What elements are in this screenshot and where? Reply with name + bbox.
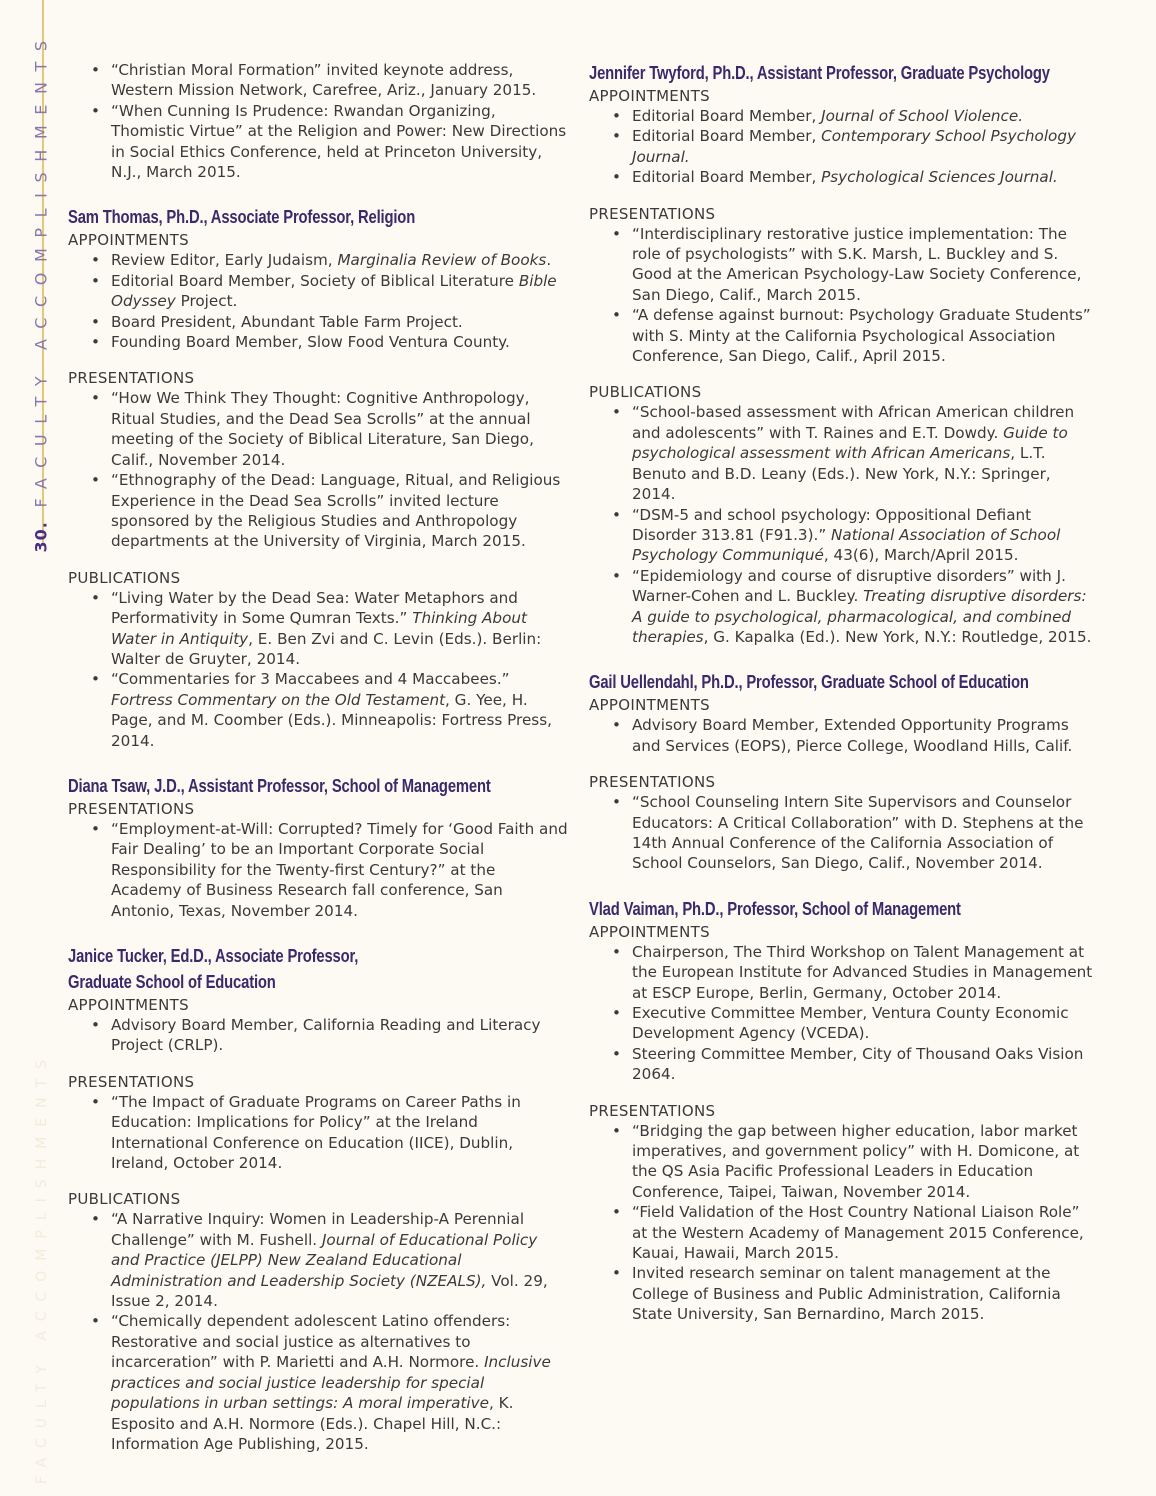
- list-item: • “How We Think They Thought: Cognitive Anthropology, Ritual Studies, and the Dead Sea Scrolls” at the annual meeting of the Society of Biblical Literature, San Diego, Calif., November 2014.: [68, 388, 568, 470]
- continued-entry: [68, 60, 568, 182]
- list-item: • “Epidemiology and course of disruptive disorders” with J. Warner-Cohen and L. Buckley. Treating disruptive disorders: A guide to psychological, pharmacological, and combined therapies, G. Kapalka (Ed.). New York, N.Y.: Routledge, 2015.: [589, 566, 1094, 648]
- list-item: • Editorial Board Member, Society of Biblical Literature Bible Odyssey Project.: [68, 271, 568, 312]
- list-item: • Executive Committee Member, Ventura County Economic Development Agency (VCEDA).: [589, 1003, 1094, 1044]
- presentations-section: [68, 799, 568, 921]
- right-column: [589, 60, 1094, 1347]
- presentations-section: [589, 1101, 1094, 1325]
- left-column: [68, 60, 568, 1476]
- section-title: APPOINTMENTS: [589, 922, 710, 941]
- section-title: PRESENTATIONS: [68, 1072, 195, 1091]
- list-item: • Founding Board Member, Slow Food Ventura County.: [68, 332, 568, 352]
- list-item: • Steering Committee Member, City of Thousand Oaks Vision 2064.: [589, 1044, 1094, 1085]
- faculty-name: Jennifer Twyford, Ph.D., Assistant Professor, Graduate Psychology: [589, 62, 1050, 83]
- list-item: • “Ethnography of the Dead: Language, Ritual, and Religious Experience in the Dead Sea Scrolls” invited lecture sponsored by the Religious Studies and Anthropology departments at the University of Virginia, March 2015.: [68, 470, 568, 552]
- list-item: • Advisory Board Member, Extended Opportunity Programs and Services (EOPS), Pierce College, Woodland Hills, Calif.: [589, 715, 1094, 756]
- appointments-section: [68, 995, 568, 1056]
- presentations-section: [68, 368, 568, 551]
- faculty-entry-tucker: [68, 943, 568, 1454]
- page-number: 30.: [31, 521, 51, 553]
- list-item: • “A defense against burnout: Psychology Graduate Students” with S. Minty at the California Psychological Association Conference, San Diego, Calif., April 2015.: [589, 305, 1094, 366]
- appointments-section: [589, 86, 1094, 188]
- faculty-entry-uellendahl: [589, 669, 1094, 873]
- appointments-section: [589, 695, 1094, 756]
- section-title: PRESENTATIONS: [68, 369, 195, 388]
- presentations-section: [589, 772, 1094, 874]
- section-title: PRESENTATIONS: [589, 204, 716, 223]
- section-title: APPOINTMENTS: [589, 87, 710, 105]
- faculty-name-line-2: Graduate School of Education: [68, 971, 276, 992]
- faculty-entry-tsaw: [68, 773, 568, 921]
- faculty-entry-twyford: [589, 60, 1094, 647]
- faculty-name: Gail Uellendahl, Ph.D., Professor, Graduate School of Education: [589, 671, 1029, 693]
- section-title: PRESENTATIONS: [68, 799, 195, 818]
- presentations-section: [589, 204, 1094, 367]
- list-item: • “Bridging the gap between higher education, labor market imperatives, and government policy” with H. Domicone, at the QS Asia Pacific Professional Leaders in Education Conference, Taipei, Taiwan, November 2014.: [589, 1121, 1094, 1203]
- section-title: PRESENTATIONS: [589, 1101, 716, 1120]
- list-item: • “A Narrative Inquiry: Women in Leadership-A Perennial Challenge” with M. Fushell. Journal of Educational Policy and Practice (JELPP) New Zealand Educational Administration and Leadership Society (NZEALS), Vol. 29, Issue 2, 2014.: [68, 1209, 568, 1311]
- faculty-name-line-1: Janice Tucker, Ed.D., Associate Professor,: [68, 945, 359, 966]
- list-item: • “DSM-5 and school psychology: Oppositional Defiant Disorder 313.81 (F91.3).” National Association of School Psychology Communiqué, 43(6), March/April 2015.: [589, 505, 1094, 566]
- publications-section: [589, 382, 1094, 647]
- section-title: PUBLICATIONS: [589, 383, 702, 402]
- list-item: • Chairperson, The Third Workshop on Talent Management at the European Institute for Advanced Studies in Management at ESCP Europe, Berlin, Germany, October 2014.: [589, 942, 1094, 1003]
- faculty-name: Vlad Vaiman, Ph.D., Professor, School of Management: [589, 897, 961, 919]
- faculty-name: Diana Tsaw, J.D., Assistant Professor, School of Management: [68, 774, 491, 796]
- list-item: • “Employment-at-Will: Corrupted? Timely for ‘Good Faith and Fair Dealing’ to be an Important Corporate Social Responsibility for the Twenty-first Century?” at the Academy of Business Research fall conference, San Antonio, Texas, November 2014.: [68, 819, 568, 921]
- publications-section: [68, 1189, 568, 1454]
- list-item: • Editorial Board Member, Contemporary School Psychology Journal.: [589, 126, 1094, 167]
- list-item: • Editorial Board Member, Journal of School Violence.: [589, 106, 1094, 126]
- list-item: • Advisory Board Member, California Reading and Literacy Project (CRLP).: [68, 1015, 568, 1056]
- appointments-section: [589, 922, 1094, 1085]
- list-item: • “Living Water by the Dead Sea: Water Metaphors and Performativity in Some Qumran Texts.” Thinking About Water in Antiquity, E. Ben Zvi and C. Levin (Eds.). Berlin: Walter de Gruyter, 2014.: [68, 588, 568, 670]
- list-item: • “School-based assessment with African American children and adolescents” with T. Raines and E.T. Dowdy. Guide to psychological assessment with African Americans, L.T. Benuto and B.D. Leany (Eds.). New York, N.Y.: Springer, 2014.: [589, 402, 1094, 504]
- section-label: FACULTY ACCOMPLISHMENTS: [31, 30, 51, 508]
- section-title: PUBLICATIONS: [68, 568, 181, 587]
- publications-section: [68, 568, 568, 751]
- list-item: • Editorial Board Member, Psychological Sciences Journal.: [589, 167, 1094, 187]
- list-item: • “School Counseling Intern Site Supervisors and Counselor Educators: A Critical Collaboration” with D. Stephens at the 14th Annual Conference of the California Association of School Counselors, San Diego, Calif., November 2014.: [589, 792, 1094, 874]
- list-item: • “Field Validation of the Host Country National Liaison Role” at the Western Academy of Management 2015 Conference, Kauai, Hawaii, March 2015.: [589, 1202, 1094, 1263]
- list-item: • “Chemically dependent adolescent Latino offenders: Restorative and social justice as alternatives to incarceration” with P. Marietti and A.H. Normore. Inclusive practices and social justice leadership for special populations in urban settings: A moral imperative, K. Esposito and A.H. Normore (Eds.). Chapel Hill, N.C.: Information Age Publishing, 2015.: [68, 1311, 568, 1454]
- list-item: • Board President, Abundant Table Farm Project.: [68, 312, 568, 332]
- list-item: • “When Cunning Is Prudence: Rwandan Organizing, Thomistic Virtue” at the Religion and Power: New Directions in Social Ethics Conference, held at Princeton University, N.J., March 2015.: [68, 101, 568, 183]
- faculty-entry-vaiman: [589, 896, 1094, 1325]
- section-title: PRESENTATIONS: [589, 773, 716, 792]
- list-item: • “Commentaries for 3 Maccabees and 4 Maccabees.” Fortress Commentary on the Old Testament, G. Yee, H. Page, and M. Coomber (Eds.). Minneapolis: Fortress Press, 2014.: [68, 669, 568, 751]
- sidebar-ghost-label: FACULTY ACCOMPLISHMENTS: [34, 1050, 50, 1485]
- faculty-name: Sam Thomas, Ph.D., Associate Professor, Religion: [68, 206, 416, 228]
- presentations-section: [68, 1072, 568, 1174]
- section-title: APPOINTMENTS: [68, 231, 189, 250]
- list-item: • Review Editor, Early Judaism, Marginalia Review of Books.: [68, 250, 568, 270]
- faculty-entry-thomas: [68, 204, 568, 751]
- list-item: • “Interdisciplinary restorative justice implementation: The role of psychologists” with S.K. Marsh, L. Buckley and S. Good at the American Psychology-Law Society Conference, San Diego, Calif., March 2015.: [589, 224, 1094, 306]
- appointments-section: [68, 230, 568, 352]
- section-title: PUBLICATIONS: [68, 1190, 181, 1209]
- section-title: APPOINTMENTS: [68, 996, 189, 1014]
- sidebar-label: [31, 30, 51, 553]
- list-item: • “The Impact of Graduate Programs on Career Paths in Education: Implications for Policy” at the Ireland International Conference on Education (IICE), Dublin, Ireland, October 2014.: [68, 1092, 568, 1174]
- list-item: • “Christian Moral Formation” invited keynote address, Western Mission Network, Carefree, Ariz., January 2015.: [68, 60, 568, 101]
- list-item: • Invited research seminar on talent management at the College of Business and Public Administration, California State University, San Bernardino, March 2015.: [589, 1263, 1094, 1324]
- section-title: APPOINTMENTS: [589, 696, 710, 715]
